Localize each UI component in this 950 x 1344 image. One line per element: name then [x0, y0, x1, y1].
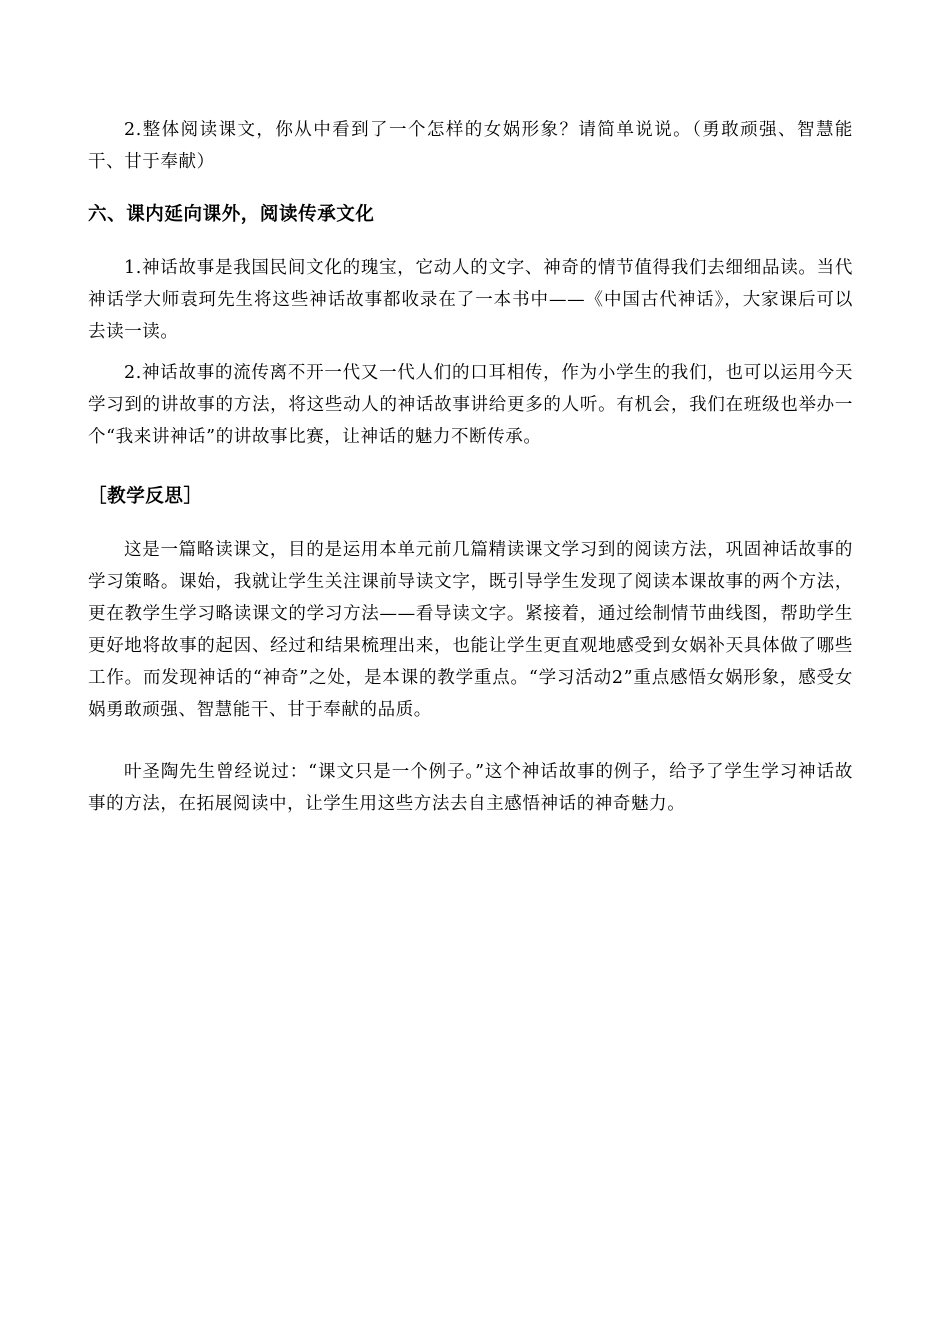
paragraph-myth-treasure: 1.神话故事是我国民间文化的瑰宝，它动人的文字、神奇的情节值得我们去细细品读。当代神话学大师袁珂先生将这些神话故事都收录在了一本书中——《中国古代神话》，大家课后可以去读一读。 — [88, 258, 853, 342]
teaching-reflection-heading: ［教学反思］ — [88, 486, 203, 507]
paragraph-reflection-main: 这是一篇略读课文，目的是运用本单元前几篇精读课文学习到的阅读方法，巩固神话故事的学习策略。课始，我就让学生关注课前导读文字，既引导学生发现了阅读本课故事的两个方法，更在教学生学习略读课文的学习方法——看导读文字。紧接着，通过绘制情节曲线图，帮助学生更好地将故事的起因、经过和结果梳理出来，也能让学生更直观地感受到女娲补天具体做了哪些工作。而发现神话的“神奇”之处，是本课的教学重点。“学习活动2”重点感悟女娲形象，感受女娲勇敢顽强、智慧能干、甘于奉献的品质。 — [88, 540, 853, 720]
paragraph-myth-transmission: 2.神话故事的流传离不开一代又一代人们的口耳相传，作为小学生的我们，也可以运用今天学习到的讲故事的方法，将这些动人的神话故事讲给更多的人听。有机会，我们在班级也举办一个“我来讲神话”的讲故事比赛，让神话的魅力不断传承。 — [88, 363, 853, 447]
section-six-heading: 六、课内延向课外，阅读传承文化 — [88, 204, 375, 225]
paragraph-reflection-quote: 叶圣陶先生曾经说过：“课文只是一个例子。”这个神话故事的例子，给予了学生学习神话故事的方法，在拓展阅读中，让学生用这些方法去自主感悟神话的神奇魅力。 — [88, 762, 853, 814]
paragraph-nuwa-image-question: 2.整体阅读课文，你从中看到了一个怎样的女娲形象？请简单说说。（勇敢顽强、智慧能干、甘于奉献） — [88, 120, 853, 172]
